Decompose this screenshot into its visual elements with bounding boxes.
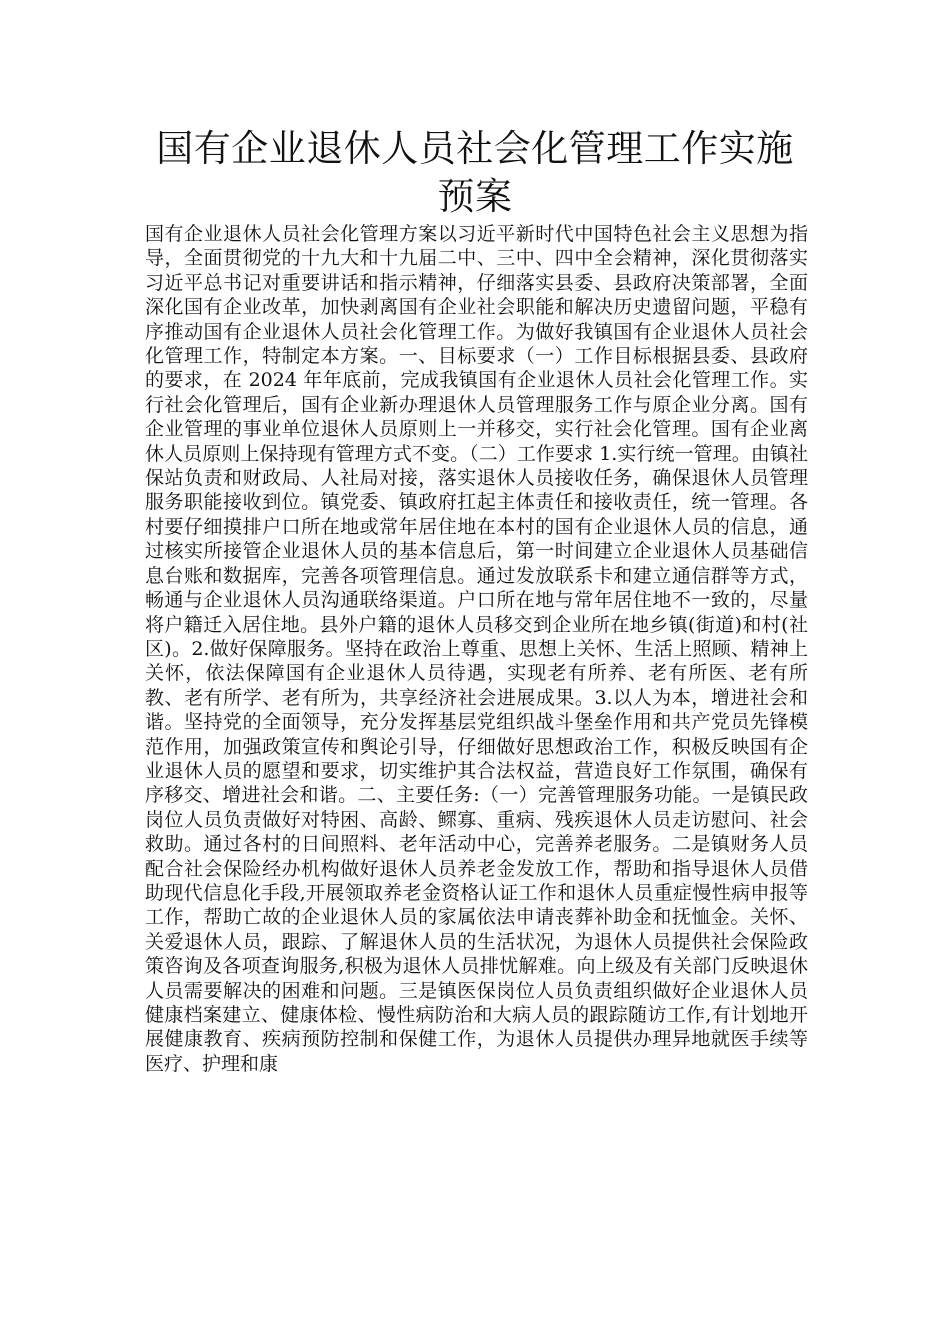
document-title — [100, 125, 850, 221]
document-title-line-2: 预案 — [437, 175, 513, 218]
document-body: 国有企业退休人员社会化管理方案以习近平新时代中国特色社会主义思想为指导，全面贯彻党的十九大和十九届二中、三中、四中全会精神，深化贯彻落实习近平总书记对重要讲话和指示精神，仔细落实县委、县政府决策部署，全面深化国有企业改革，加快剥离国有企业社会职能和解决历史遗留问题，平稳有序推动国有企业退休人员社会化管理工作。为做好我镇国有企业退休人员社会化管理工作，特制定本方案。一、目标要求（一）工作目标根据县委、县政府的要求，在 2024 年年底前，完成我镇国有企业退休人员社会化管理工作。实行社会化管理后，国有企业新办理退休人员管理服务工作与原企业分离。国有企业管理的事业单位退休人员原则上一并移交，实行社会化管理。国有企业离休人员原则上保持现有管理方式不变。（二）工作要求 1.实行统一管理。由镇社保站负责和财政局、人社局对接，落实退休人员接收任务，确保退休人员管理服务职能接收到位。镇党委、镇政府扛起主体责任和接收责任，统一管理。各村要仔细摸排户口所在地或常年居住地在本村的国有企业退休人员的信息，通过核实所接管企业退休人员的基本信息后，第一时间建立企业退休人员基础信息台账和数据库，完善各项管理信息。通过发放联系卡和建立通信群等方式，畅通与企业退休人员沟通联络渠道。户口所在地与常年居住地不一致的，尽量将户籍迁入居住地。县外户籍的退休人员移交到企业所在地乡镇(街道)和村(社区)。2.做好保障服务。坚持在政治上尊重、思想上关怀、生活上照顾、精神上关怀，依法保障国有企业退休人员待遇，实现老有所养、老有所医、老有所教、老有所学、老有所为，共享经济社会进展成果。3.以人为本，增进社会和谐。坚持党的全面领导，充分发挥基层党组织战斗堡垒作用和共产党员先锋模范作用，加强政策宣传和舆论引导，仔细做好思想政治工作，积极反映国有企业退休人员的愿望和要求，切实维护其合法权益，营造良好工作氛围，确保有序移交、增进社会和谐。二、主要任务:（一）完善管理服务功能。一是镇民政岗位人员负责做好对特困、高龄、鳏寡、重病、残疾退休人员走访慰问、社会救助。通过各村的日间照料、老年活动中心，完善养老服务。二是镇财务人员配合社会保险经办机构做好退休人员养老金发放工作，帮助和指导退休人员借助现代信息化手段,开展领取养老金资格认证工作和退休人员重症慢性病申报等工作，帮助亡故的企业退休人员的家属依法申请丧葬补助金和抚恤金。关怀、关爱退休人员，跟踪、了解退休人员的生活状况，为退休人员提供社会保险政策咨询及各项查询服务,积极为退休人员排忧解难。向上级及有关部门反映退休人员需要解决的困难和问题。三是镇医保岗位人员负责组织做好企业退休人员健康档案建立、健康体检、慢性病防治和大病人员的跟踪随访工作,有计划地开展健康教育、疾病预防控制和保健工作，为退休人员提供办理异地就医手续等医疗、护理和康 — [145, 223, 808, 1075]
document-title-line-1: 国有企业退休人员社会化管理工作实施 — [156, 127, 794, 170]
